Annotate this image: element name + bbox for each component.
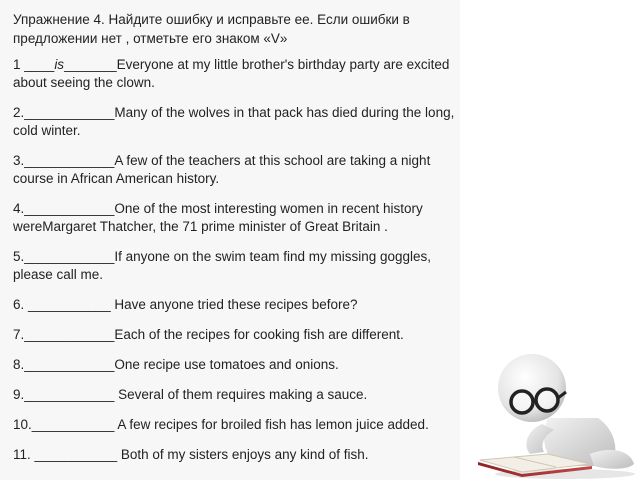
item-blank: ____________ — [24, 105, 115, 120]
item-sentence: Each of the recipes for cooking fish are different. — [114, 327, 404, 342]
item-sentence: Several of them requires making a sauce. — [118, 387, 368, 402]
exercise-title: Упражнение 4. Найдите ошибку и исправьте ее. Если ошибки в предложении нет , отметьте его знаком «V» — [13, 12, 410, 46]
reading-figure-icon — [470, 326, 640, 480]
exercise-item-10 — [13, 416, 458, 434]
item-sentence: A few of the teachers at this school are taking a night course in African American history. — [13, 153, 431, 186]
item-number: 4. — [13, 201, 25, 216]
item-number: 5. — [13, 249, 25, 264]
item-blank: ____________ — [24, 357, 115, 372]
worksheet-content — [13, 10, 458, 476]
item-number: 3. — [13, 153, 25, 168]
item-answer: is — [54, 57, 65, 72]
item-number: 7. — [13, 327, 25, 342]
item-sentence: Everyone at my little brother's birthday party are excited about seeing the clown. — [13, 57, 450, 90]
item-blank: ___________ — [30, 447, 121, 462]
item-sentence: Have anyone tried these recipes before? — [114, 297, 358, 312]
item-blank: ____________ — [24, 201, 115, 216]
item-number: 11. — [13, 447, 31, 462]
item-number: 6. — [13, 297, 25, 312]
item-blank: ____ — [20, 57, 55, 72]
exercise-item-1 — [13, 56, 458, 92]
item-number: 10. — [13, 417, 32, 432]
exercise-item-11 — [13, 446, 458, 464]
item-number: 9. — [13, 387, 25, 402]
item-number: 8. — [13, 357, 25, 372]
item-blank: ____________ — [24, 153, 115, 168]
item-blank: ____________ — [24, 249, 115, 264]
item-blank: _______ — [64, 57, 117, 72]
item-blank: ____________ — [24, 327, 115, 342]
exercise-item-9 — [13, 386, 458, 404]
exercise-item-2 — [13, 104, 458, 140]
exercise-item-6 — [13, 296, 458, 314]
item-number: 1 — [13, 57, 21, 72]
item-blank: ___________ — [24, 297, 115, 312]
item-number: 2. — [13, 105, 25, 120]
item-sentence: One of the most interesting women in recent history wereMargaret Thatcher, the 71 prime minister of Great Britain . — [13, 201, 423, 234]
exercise-item-7 — [13, 326, 458, 344]
exercise-item-5 — [13, 248, 458, 284]
item-sentence: Both of my sisters enjoys any kind of fish. — [120, 447, 369, 462]
item-sentence: One recipe use tomatoes and onions. — [114, 357, 339, 372]
exercise-item-8 — [13, 356, 458, 374]
item-sentence: If anyone on the swim team find my missing goggles, please call me. — [13, 249, 432, 282]
item-sentence: A few recipes for broiled fish has lemon juice added. — [117, 417, 429, 432]
exercise-item-4 — [13, 200, 458, 236]
item-blank: ___________ — [31, 417, 118, 432]
item-sentence: Many of the wolves in that pack has died during the long, cold winter. — [13, 105, 455, 138]
item-blank: ____________ — [24, 387, 119, 402]
exercise-item-3 — [13, 152, 458, 188]
